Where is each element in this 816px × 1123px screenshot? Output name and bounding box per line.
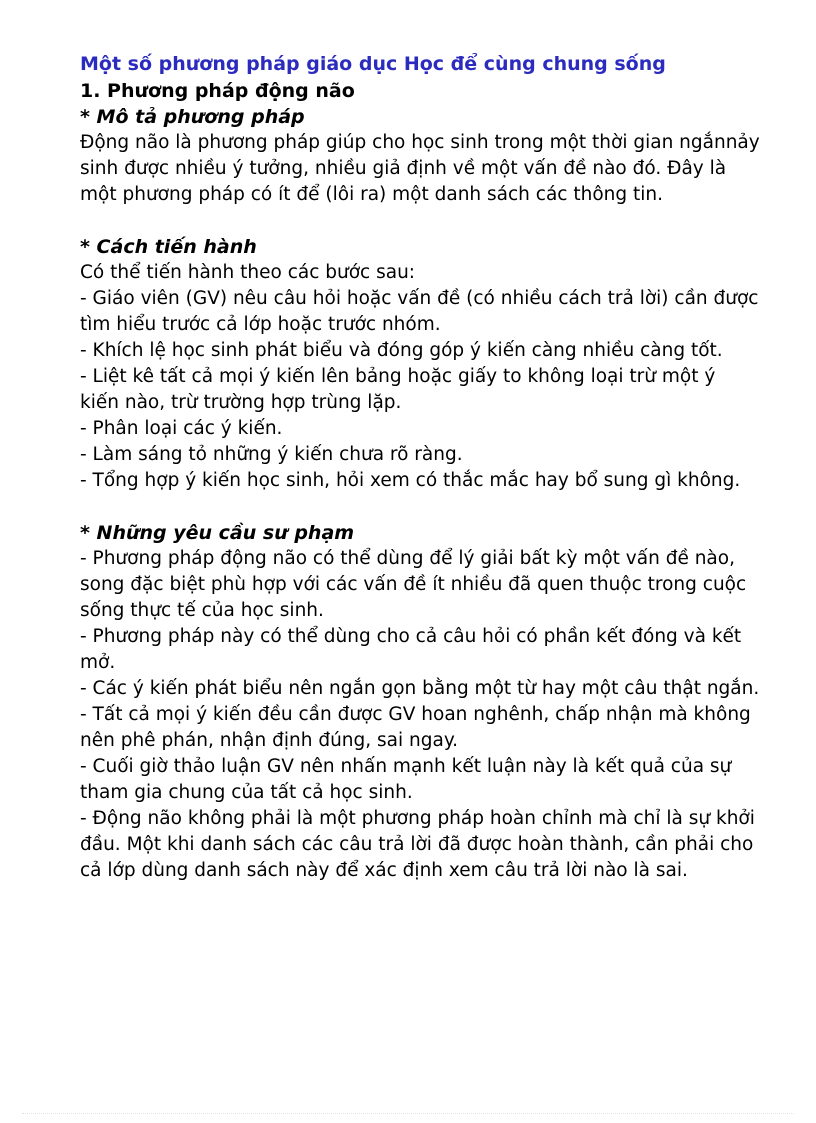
- requirement-item: - Phương pháp động não có thể dùng để lý giải bất kỳ một vấn đề nào, song đặc biệt phù hợp với các vấn đề ít nhiều đã quen thuộc trong cuộc sống thực tế của học sinh.: [80, 548, 747, 621]
- requirement-item: - Cuối giờ thảo luận GV nên nhấn mạnh kết luận này là kết quả của sự tham gia chung của tất cả học sinh.: [80, 756, 732, 803]
- procedure-intro: Có thể tiến hành theo các bước sau:: [80, 262, 416, 283]
- description-paragraph: Động não là phương pháp giúp cho học sinh trong một thời gian ngắnnảy sinh được nhiều ý tưởng, nhiều giả định về một vấn đề nào đó. Đây là một phương pháp có ít để (lôi ra) một danh sách các thông tin.: [80, 132, 760, 205]
- procedure-step: - Tổng hợp ý kiến học sinh, hỏi xem có thắc mắc hay bổ sung gì không.: [80, 470, 741, 491]
- document-page: [80, 50, 760, 884]
- requirement-item: - Tất cả mọi ý kiến đều cần được GV hoan nghênh, chấp nhận mà không nên phê phán, nhận định đúng, sai ngay.: [80, 704, 751, 751]
- requirement-item: - Động não không phải là một phương pháp hoàn chỉnh mà chỉ là sự khởi đầu. Một khi danh sách các câu trả lời đã được hoàn thành, cần phải cho cả lớp dùng danh sách này để xác định xem câu trả lời nào là sai.: [80, 808, 755, 881]
- description-heading: * Mô tả phương pháp: [80, 106, 305, 128]
- procedure-step: - Phân loại các ý kiến.: [80, 418, 283, 439]
- page-bottom-rule: [22, 1113, 794, 1114]
- section-heading: 1. Phương pháp động não: [80, 80, 355, 102]
- procedure-step: - Làm sáng tỏ những ý kiến chưa rõ ràng.: [80, 444, 463, 465]
- procedure-heading: * Cách tiến hành: [80, 236, 257, 258]
- document-title: Một số phương pháp giáo dục Học để cùng chung sống: [80, 53, 666, 75]
- requirement-item: - Phương pháp này có thể dùng cho cả câu hỏi có phần kết đóng và kết mở.: [80, 626, 742, 673]
- procedure-step: - Giáo viên (GV) nêu câu hỏi hoặc vấn đề (có nhiều cách trả lời) cần được tìm hiểu trước cả lớp hoặc trước nhóm.: [80, 288, 759, 335]
- procedure-step: - Khích lệ học sinh phát biểu và đóng góp ý kiến càng nhiều càng tốt.: [80, 340, 723, 361]
- procedure-step: - Liệt kê tất cả mọi ý kiến lên bảng hoặc giấy to không loại trừ một ý kiến nào, trừ trường hợp trùng lặp.: [80, 366, 716, 413]
- requirement-item: - Các ý kiến phát biểu nên ngắn gọn bằng một từ hay một câu thật ngắn.: [80, 678, 760, 699]
- requirements-heading: * Những yêu cầu sư phạm: [80, 522, 355, 544]
